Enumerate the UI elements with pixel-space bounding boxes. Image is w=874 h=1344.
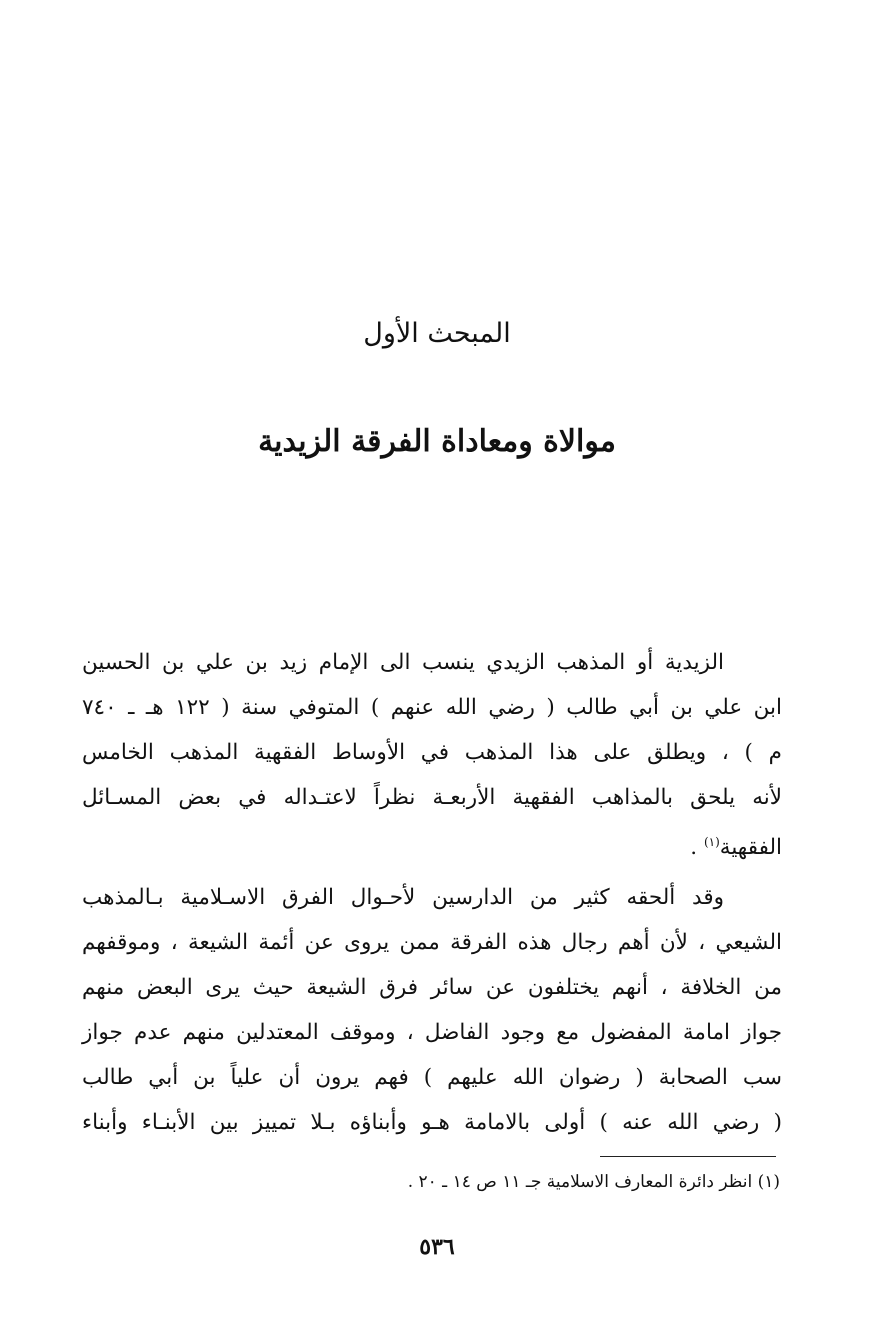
text-line: الشيعي ، لأن أهم رجال هذه الفرقة ممن يروى عن أئمة الشيعة ، وموقفهم [82,930,782,955]
footnote-text: انظر دائرة المعارف الاسلامية جـ ١١ ص ١٤ ـ ٢٠ . [407,1172,753,1192]
page-number: ٥٣٦ [419,1234,455,1260]
text-line: لأنه يلحق بالمذاهب الفقهية الأربعـة نظراً لاعتـداله في بعض المسـائل [82,785,782,810]
chapter-title: المبحث الأول [363,318,511,349]
text-line: ابن علي بن أبي طالب ( رضي الله عنهم ) المتوفي سنة ( ١٢٢ هـ ـ ٧٤٠ [82,695,782,720]
text-line: جواز امامة المفضول مع وجود الفاضل ، وموقف المعتدلين منهم عدم جواز [82,1020,782,1045]
text-line: الزيدية أو المذهب الزيدي ينسب الى الإمام زيد بن علي بن الحسين [82,650,724,675]
paragraph-1 [82,640,782,865]
text-line: سب الصحابة ( رضوان الله عليهم ) فهم يرون أن علياً بن أبي طالب [82,1065,782,1090]
text-fragment: الفقهية [719,835,782,861]
text-line: ( رضي الله عنه ) أولى بالامامة هـو وأبناؤه بـلا تمييز بين الأبنـاء وأبناء [82,1110,782,1135]
footnote-separator [600,1156,776,1157]
section-title: موالاة ومعاداة الفرقة الزيدية [258,424,616,459]
text-line: وقد ألحقه كثير من الدارسين لأحـوال الفرق الاسـلامية بـالمذهب [82,885,724,910]
footnote [340,1172,780,1192]
footnote-ref[interactable]: (١) [703,835,720,849]
text-line-last [82,820,782,865]
text-line: من الخلافة ، أنهم يختلفون عن سائر فرق الشيعة حيث يرى البعض منهم [82,975,782,1000]
end-punctuation: . [690,835,704,861]
text-line: م ) ، ويطلق على هذا المذهب في الأوساط الفقهية المذهب الخامس [82,740,782,765]
body-text [82,640,782,1145]
footnote-marker: (١) [757,1172,780,1192]
paragraph-2 [82,875,782,1145]
